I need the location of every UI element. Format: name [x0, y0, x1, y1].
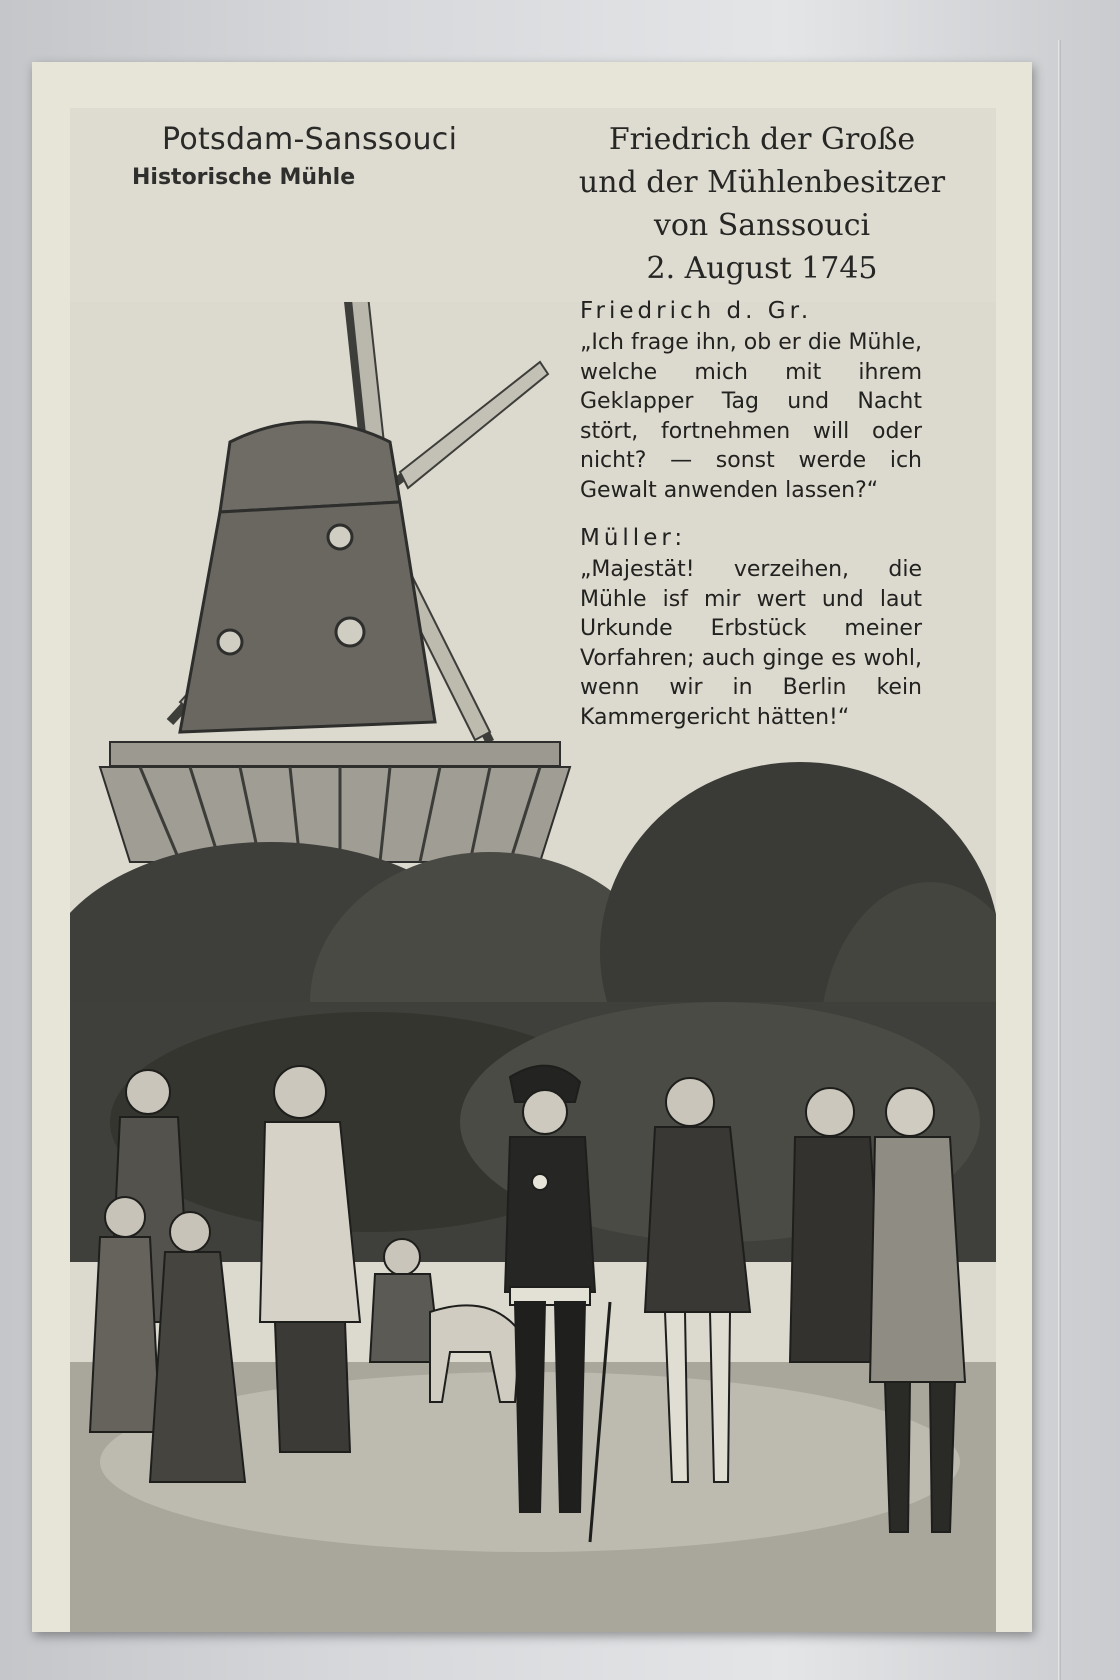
scene-title-line: und der Mühlenbesitzer	[578, 165, 946, 200]
scene-title-line: Friedrich der Große	[608, 122, 916, 157]
scene-date: 2. August 1745	[646, 251, 878, 286]
scene-title	[532, 118, 992, 290]
location-subtitle: Historische Mühle	[132, 165, 356, 190]
plastic-sleeve-edge	[1058, 40, 1061, 1680]
postcard	[32, 62, 1032, 1632]
scene-title-line: von Sanssouci	[653, 208, 871, 243]
speaker-quote: „Ich frage ihn, ob er die Mühle, welche mich mit ihrem Geklapper Tag und Nacht stört, fortnehmen will oder nicht? — sonst werde ich Gewalt anwenden lassen?“	[580, 330, 922, 503]
speaker-quote: „Majestät! verzeihen, die Mühle isf mir wert und laut Urkunde Erbstück meiner Vorfahren; auch ginge es wohl, wenn wir in Berlin kein Kammergericht hätten!“	[580, 557, 922, 730]
dialog-text-block	[580, 298, 922, 732]
speaker-name: Müller:	[580, 525, 687, 551]
speaker-name: Friedrich d. Gr.	[580, 298, 813, 324]
location-title: Potsdam-Sanssouci	[162, 122, 458, 157]
